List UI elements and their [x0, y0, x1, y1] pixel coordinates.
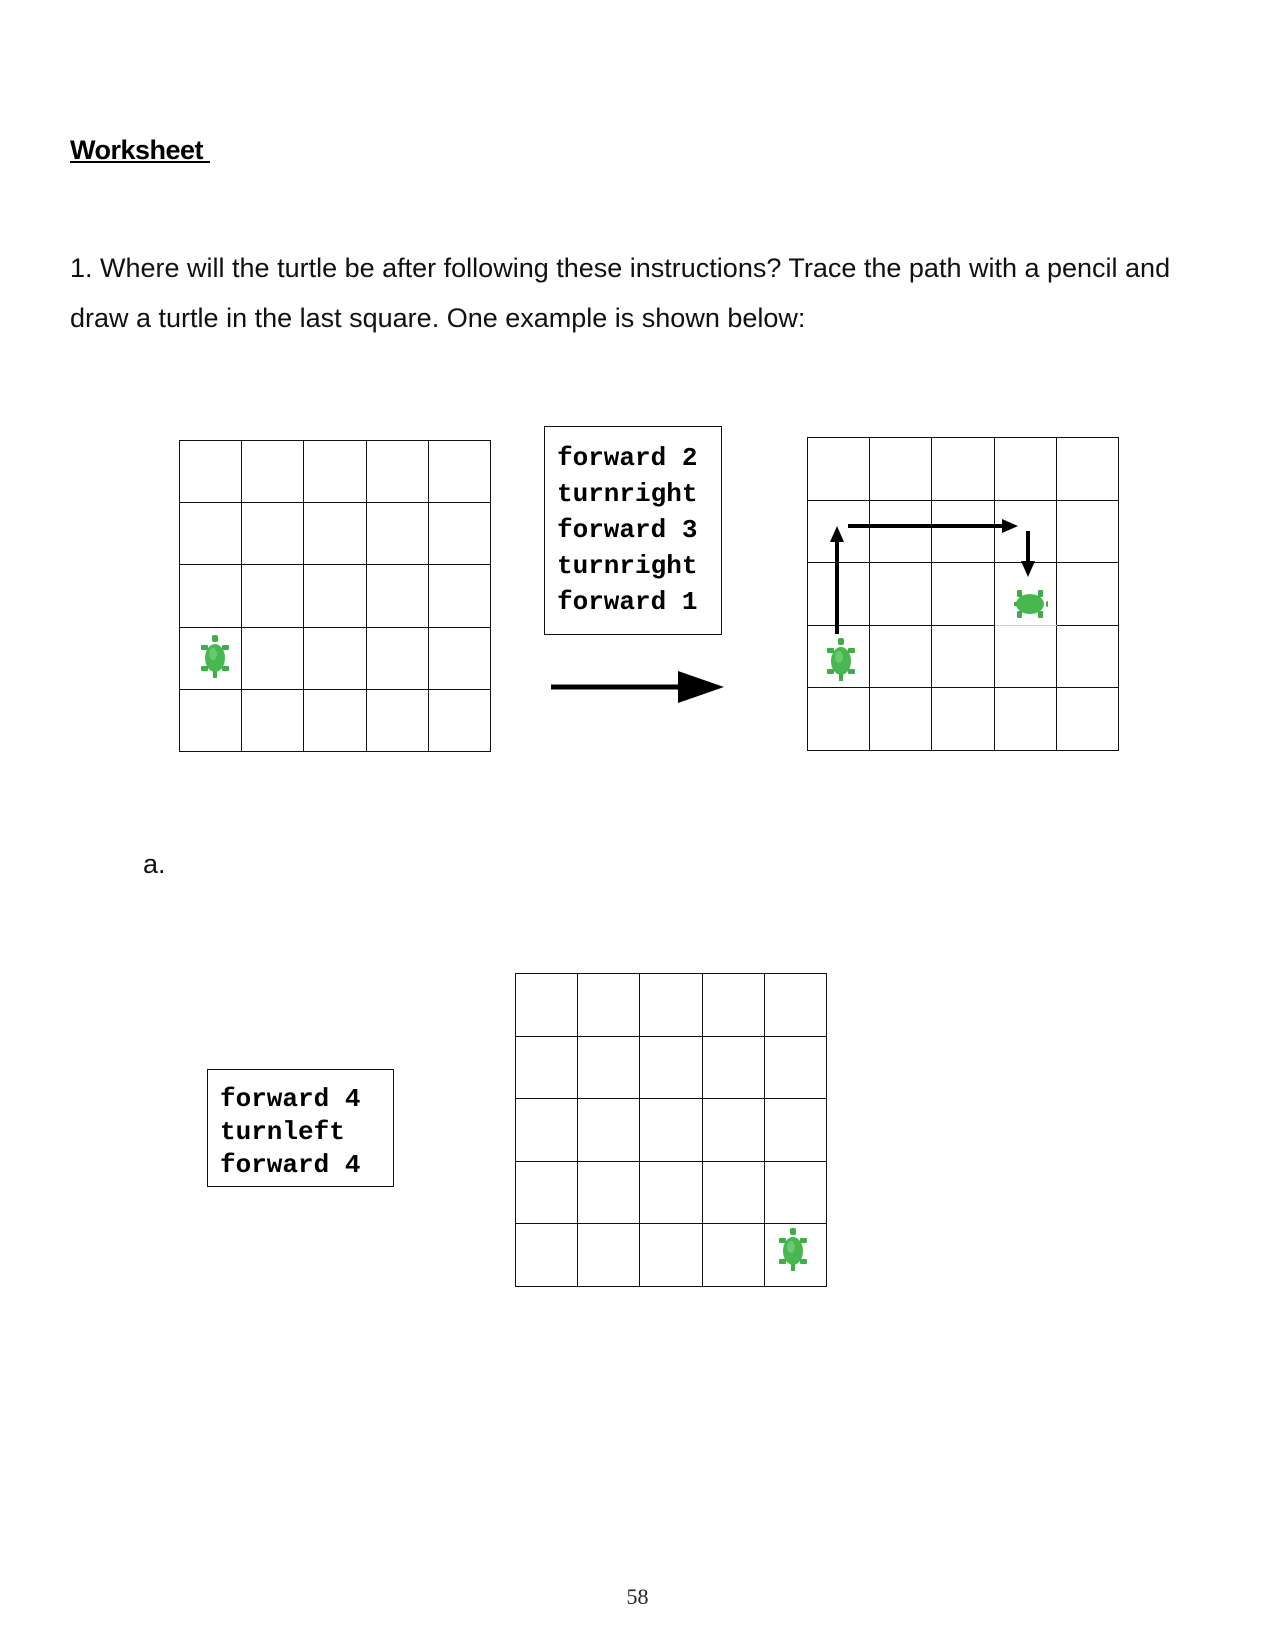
- worksheet-heading: Worksheet: [70, 135, 211, 165]
- instruction-line: forward 2: [557, 443, 698, 473]
- part-a-instructions-box: [207, 1069, 394, 1187]
- question-1-text: 1. Where will the turtle be after following these instructions? Trace the path with a pencil and draw a turtle in the last square. One example is shown below:: [70, 253, 1171, 333]
- instruction-line: forward 3: [557, 515, 698, 545]
- instruction-line: turnright: [557, 479, 698, 509]
- transition-arrow-icon: [551, 671, 724, 703]
- part-a-label: a.: [143, 849, 166, 879]
- instruction-line: forward 4: [220, 1150, 361, 1180]
- turtle-icon: [776, 1226, 810, 1274]
- turtle-icon: [198, 633, 232, 681]
- turtle-icon: [824, 636, 858, 684]
- turtle-icon: [1014, 580, 1048, 628]
- instruction-line: forward 4: [220, 1084, 361, 1114]
- example-instructions-box: [544, 426, 722, 635]
- instruction-line: turnright: [557, 551, 698, 581]
- page-number: 58: [626, 1584, 649, 1609]
- example-start-grid: [179, 440, 491, 752]
- instruction-line: turnleft: [220, 1117, 345, 1147]
- instruction-line: forward 1: [557, 587, 698, 617]
- example-result-grid: [807, 437, 1119, 751]
